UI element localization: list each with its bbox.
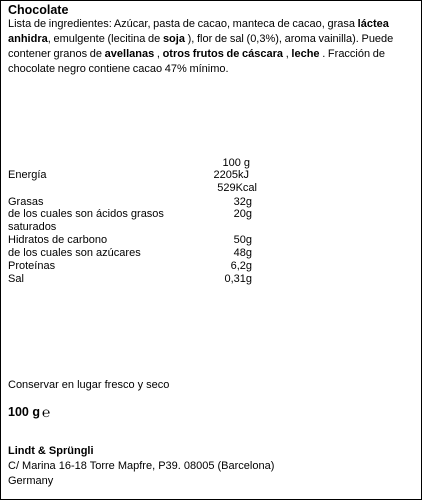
ingredients-text <box>8 17 416 77</box>
company-name: Lindt & Sprüngli <box>8 445 94 457</box>
nutrition-label: Energía <box>8 169 47 181</box>
estimated-sign-icon: ℮ <box>41 404 51 420</box>
nutrition-value: 20g <box>233 208 252 220</box>
nutrition-label: de los cuales son ácidos grasos <box>8 208 164 220</box>
nutrition-value: 0,31g <box>224 273 252 285</box>
nutrition-label: de los cuales son azúcares <box>8 247 141 259</box>
nutrition-label: Grasas <box>8 196 44 208</box>
company-country: Germany <box>8 475 54 487</box>
storage-instructions: Conservar en lugar fresco y seco <box>8 379 170 391</box>
nutrition-table <box>1 157 257 287</box>
nutrition-label: Sal <box>8 273 24 285</box>
nutrition-value: 529Kcal <box>217 182 257 194</box>
product-title: Chocolate <box>8 3 69 17</box>
company-info <box>8 444 274 489</box>
allergen: leche <box>291 48 320 60</box>
nutrition-value: 50g <box>233 234 252 246</box>
company-address: C/ Marina 16-18 Torre Mapfre, P39. 08005 (Barcelona) <box>8 460 275 472</box>
nutrition-label: saturados <box>8 221 57 233</box>
net-weight-value: 100 g <box>8 405 40 419</box>
ingredients-line: anhidra, emulgente (lecitina de soja ), flor de sal (0,3%), aroma vainilla). Puede <box>8 33 394 45</box>
nutrition-value: 48g <box>233 247 252 259</box>
allergen: avellanas <box>104 48 155 60</box>
ingredients-line: Lista de ingredientes: Azúcar, pasta de cacao, manteca de cacao, grasa láctea <box>8 18 389 30</box>
nutrition-value: 6,2g <box>230 260 252 272</box>
nutrition-header: 100 g <box>222 157 250 169</box>
nutrition-label: Hidratos de carbono <box>8 234 108 246</box>
ingredients-line: contener granos de avellanas , otros frutos de cáscara , leche . Fracción de <box>8 48 386 60</box>
ingredients-line: chocolate negro contiene cacao 47% mínimo. <box>8 63 229 75</box>
net-weight <box>8 405 50 419</box>
allergen: soja <box>162 33 185 45</box>
allergen: láctea <box>357 18 389 30</box>
nutrition-label: Proteínas <box>8 260 56 272</box>
nutrition-value: 2205kJ <box>213 169 249 181</box>
allergen: otros frutos de cáscara <box>162 48 284 60</box>
nutrition-value: 32g <box>233 196 252 208</box>
allergen: anhidra <box>8 33 48 45</box>
